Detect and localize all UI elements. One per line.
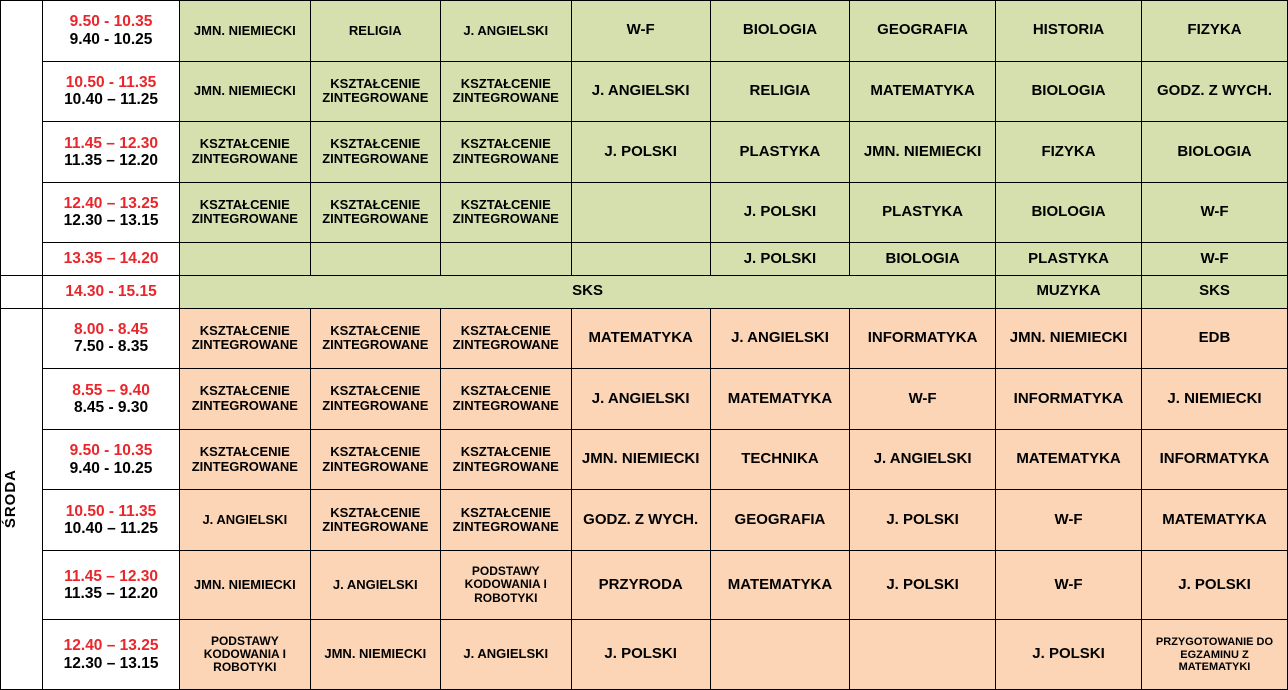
lesson-cell <box>441 243 571 276</box>
table-row <box>1 429 1288 490</box>
lesson-cell: J. ANGIELSKI <box>180 490 310 551</box>
lesson-cell: KSZTAŁCENIE ZINTEGROWANE <box>441 429 571 490</box>
lesson-cell: EDB <box>1142 308 1288 369</box>
lesson-cell: BIOLOGIA <box>996 182 1142 243</box>
lesson-cell: JMN. NIEMIECKI <box>571 429 710 490</box>
time-cell <box>43 61 180 122</box>
time-end: 9.40 - 10.25 <box>69 459 153 477</box>
lesson-cell <box>850 620 996 690</box>
time-cell <box>43 490 180 551</box>
time-start: 13.35 – 14.20 <box>63 250 159 268</box>
lesson-cell: W-F <box>1142 182 1288 243</box>
lesson-cell: JMN. NIEMIECKI <box>310 620 440 690</box>
lesson-cell: J. POLSKI <box>571 620 710 690</box>
lesson-cell: SKS <box>1142 275 1288 308</box>
day-label-empty-top <box>1 1 43 276</box>
lesson-cell: J. ANGIELSKI <box>850 429 996 490</box>
lesson-cell: J. POLSKI <box>850 550 996 620</box>
lesson-cell: KSZTAŁCENIE ZINTEGROWANE <box>310 122 440 183</box>
lesson-cell: J. ANGIELSKI <box>571 61 710 122</box>
lesson-cell: KSZTAŁCENIE ZINTEGROWANE <box>180 182 310 243</box>
lesson-cell: KSZTAŁCENIE ZINTEGROWANE <box>180 369 310 430</box>
time-start: 11.45 – 12.30 <box>64 134 159 152</box>
time-end: 8.45 - 9.30 <box>73 398 149 416</box>
lesson-cell: INFORMATYKA <box>850 308 996 369</box>
lesson-cell: J. POLSKI <box>850 490 996 551</box>
table-row <box>1 369 1288 430</box>
lesson-cell: GEOGRAFIA <box>850 1 996 62</box>
time-start: 12.40 – 13.25 <box>63 637 159 655</box>
lesson-cell: MATEMATYKA <box>710 369 849 430</box>
time-start: 11.45 – 12.30 <box>64 567 159 585</box>
lesson-cell: PODSTAWY KODOWANIA I ROBOTYKI <box>180 620 310 690</box>
lesson-cell: TECHNIKA <box>710 429 849 490</box>
lesson-cell: J. POLSKI <box>996 620 1142 690</box>
lesson-cell: J. ANGIELSKI <box>441 1 571 62</box>
lesson-cell: KSZTAŁCENIE ZINTEGROWANE <box>180 308 310 369</box>
lesson-cell: PLASTYKA <box>710 122 849 183</box>
table-row <box>1 182 1288 243</box>
time-cell <box>43 275 180 308</box>
time-start: 8.00 - 8.45 <box>73 321 149 339</box>
lesson-cell: MATEMATYKA <box>710 550 849 620</box>
lesson-cell: JMN. NIEMIECKI <box>850 122 996 183</box>
time-cell <box>43 243 180 276</box>
lesson-cell: KSZTAŁCENIE ZINTEGROWANE <box>441 490 571 551</box>
lesson-cell: J. ANGIELSKI <box>310 550 440 620</box>
lesson-cell: KSZTAŁCENIE ZINTEGROWANE <box>310 182 440 243</box>
lesson-cell: JMN. NIEMIECKI <box>180 61 310 122</box>
table-row <box>1 61 1288 122</box>
lesson-cell: JMN. NIEMIECKI <box>180 550 310 620</box>
time-end: 10.40 – 11.25 <box>64 520 159 538</box>
lesson-cell: MUZYKA <box>996 275 1142 308</box>
lesson-cell: JMN. NIEMIECKI <box>180 1 310 62</box>
lesson-cell: KSZTAŁCENIE ZINTEGROWANE <box>441 61 571 122</box>
lesson-cell: PLASTYKA <box>850 182 996 243</box>
time-end: 10.40 – 11.25 <box>64 91 159 109</box>
time-start: 10.50 - 11.35 <box>65 502 157 520</box>
time-end: 7.50 - 8.35 <box>73 338 149 356</box>
lesson-cell: PODSTAWY KODOWANIA I ROBOTYKI <box>441 550 571 620</box>
time-end: 11.35 – 12.20 <box>64 151 159 169</box>
lesson-cell: KSZTAŁCENIE ZINTEGROWANE <box>310 308 440 369</box>
lesson-cell: RELIGIA <box>310 1 440 62</box>
lesson-cell: INFORMATYKA <box>996 369 1142 430</box>
time-cell <box>43 620 180 690</box>
lesson-cell: KSZTAŁCENIE ZINTEGROWANE <box>310 369 440 430</box>
lesson-cell <box>310 243 440 276</box>
table-row <box>1 620 1288 690</box>
lesson-cell: KSZTAŁCENIE ZINTEGROWANE <box>441 122 571 183</box>
lesson-cell <box>710 620 849 690</box>
lesson-cell: J. POLSKI <box>710 243 849 276</box>
time-cell <box>43 182 180 243</box>
table-row <box>1 243 1288 276</box>
lesson-cell: KSZTAŁCENIE ZINTEGROWANE <box>310 61 440 122</box>
day-label-sroda <box>1 308 43 689</box>
lesson-cell: W-F <box>571 1 710 62</box>
lesson-cell: J. ANGIELSKI <box>571 369 710 430</box>
lesson-cell: PLASTYKA <box>996 243 1142 276</box>
time-cell <box>43 308 180 369</box>
lesson-cell: J. POLSKI <box>1142 550 1288 620</box>
lesson-cell <box>180 243 310 276</box>
time-end: 12.30 – 13.15 <box>63 654 159 672</box>
lesson-cell: HISTORIA <box>996 1 1142 62</box>
lesson-cell: J. ANGIELSKI <box>710 308 849 369</box>
table-row <box>1 1 1288 62</box>
table-row <box>1 550 1288 620</box>
time-end: 11.35 – 12.20 <box>64 585 159 603</box>
lesson-cell: W-F <box>996 490 1142 551</box>
lesson-cell: BIOLOGIA <box>850 243 996 276</box>
time-start: 14.30 - 15.15 <box>65 283 157 301</box>
lesson-cell: GEOGRAFIA <box>710 490 849 551</box>
lesson-cell: J. POLSKI <box>571 122 710 183</box>
lesson-cell-merged: SKS <box>180 275 996 308</box>
time-end: 9.40 - 10.25 <box>69 30 153 48</box>
lesson-cell <box>571 182 710 243</box>
lesson-cell: J. POLSKI <box>710 182 849 243</box>
lesson-cell: PRZYGOTOWANIE DO EGZAMINU Z MATEMATYKI <box>1142 620 1288 690</box>
lesson-cell: FIZYKA <box>996 122 1142 183</box>
time-start: 9.50 - 10.35 <box>69 13 153 31</box>
lesson-cell: J. ANGIELSKI <box>441 620 571 690</box>
lesson-cell: W-F <box>850 369 996 430</box>
lesson-cell: J. NIEMIECKI <box>1142 369 1288 430</box>
lesson-cell: MATEMATYKA <box>850 61 996 122</box>
lesson-cell: KSZTAŁCENIE ZINTEGROWANE <box>310 429 440 490</box>
lesson-cell: MATEMATYKA <box>996 429 1142 490</box>
table-row <box>1 490 1288 551</box>
lesson-cell: PRZYRODA <box>571 550 710 620</box>
lesson-cell: JMN. NIEMIECKI <box>996 308 1142 369</box>
time-start: 10.50 - 11.35 <box>65 73 157 91</box>
time-cell <box>43 1 180 62</box>
lesson-cell: KSZTAŁCENIE ZINTEGROWANE <box>180 429 310 490</box>
lesson-cell: BIOLOGIA <box>710 1 849 62</box>
lesson-cell: GODZ. Z WYCH. <box>571 490 710 551</box>
time-cell <box>43 429 180 490</box>
time-start: 12.40 – 13.25 <box>63 195 159 213</box>
lesson-cell: BIOLOGIA <box>996 61 1142 122</box>
table-row <box>1 308 1288 369</box>
time-cell <box>43 550 180 620</box>
table-row-sks <box>1 275 1288 308</box>
lesson-cell: KSZTAŁCENIE ZINTEGROWANE <box>310 490 440 551</box>
lesson-cell: BIOLOGIA <box>1142 122 1288 183</box>
lesson-cell: MATEMATYKA <box>1142 490 1288 551</box>
lesson-cell: INFORMATYKA <box>1142 429 1288 490</box>
lesson-cell: RELIGIA <box>710 61 849 122</box>
lesson-cell <box>571 243 710 276</box>
lesson-cell: KSZTAŁCENIE ZINTEGROWANE <box>180 122 310 183</box>
lesson-cell: FIZYKA <box>1142 1 1288 62</box>
time-start: 9.50 - 10.35 <box>69 442 153 460</box>
lesson-cell: KSZTAŁCENIE ZINTEGROWANE <box>441 308 571 369</box>
lesson-cell: W-F <box>1142 243 1288 276</box>
lesson-cell: MATEMATYKA <box>571 308 710 369</box>
lesson-cell: KSZTAŁCENIE ZINTEGROWANE <box>441 369 571 430</box>
time-start: 8.55 – 9.40 <box>72 381 150 399</box>
time-cell <box>43 369 180 430</box>
lesson-cell: GODZ. Z WYCH. <box>1142 61 1288 122</box>
lesson-cell: KSZTAŁCENIE ZINTEGROWANE <box>441 182 571 243</box>
day-label-empty-sks <box>1 275 43 308</box>
day-label-text: ŚRODA <box>2 469 19 529</box>
table-row <box>1 122 1288 183</box>
lesson-cell: W-F <box>996 550 1142 620</box>
time-end: 12.30 – 13.15 <box>63 212 159 230</box>
time-cell <box>43 122 180 183</box>
